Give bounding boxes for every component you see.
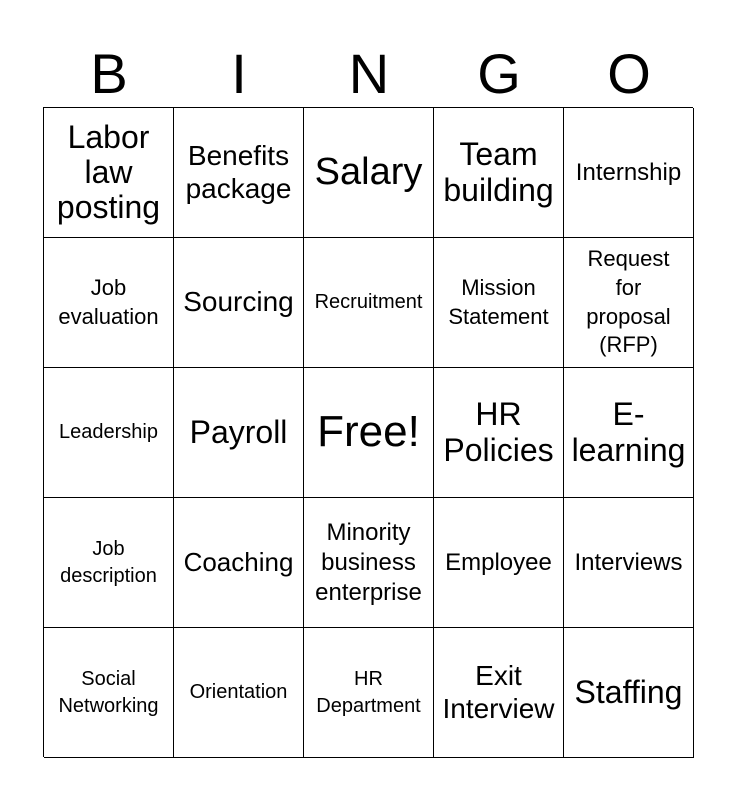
cell-label: Coaching	[183, 546, 294, 577]
header-letter-o: O	[607, 42, 651, 105]
cell-label: Job evaluation	[58, 274, 159, 329]
cell-label: Salary	[314, 150, 423, 193]
cell-label: Orientation	[189, 681, 288, 703]
bingo-cell[interactable]	[174, 238, 304, 368]
cell-label: HR Department	[316, 667, 421, 717]
bingo-cell[interactable]	[434, 238, 564, 368]
cell-label: Payroll	[189, 413, 288, 450]
bingo-cell[interactable]	[564, 108, 694, 238]
cell-label: Employee	[445, 548, 552, 576]
cell-label: Request for proposal (RFP)	[586, 246, 671, 358]
cell-label: Job description	[60, 537, 157, 587]
bingo-cell[interactable]	[44, 498, 174, 628]
bingo-cell[interactable]	[44, 108, 174, 238]
cell-label: Staffing	[574, 673, 683, 710]
bingo-cell[interactable]	[174, 628, 304, 758]
bingo-cell[interactable]	[304, 498, 434, 628]
bingo-cell[interactable]	[174, 108, 304, 238]
bingo-cell[interactable]	[174, 498, 304, 628]
header-letter-g: G	[477, 42, 521, 105]
bingo-cell[interactable]	[434, 108, 564, 238]
cell-label: Exit Interview	[442, 660, 555, 724]
cell-label: Mission Statement	[448, 274, 549, 329]
cell-label: Social Networking	[58, 667, 159, 717]
bingo-cell[interactable]	[44, 368, 174, 498]
cell-label: E- learning	[571, 396, 686, 468]
bingo-cell[interactable]	[434, 498, 564, 628]
bingo-cell[interactable]	[44, 238, 174, 368]
cell-label: Recruitment	[314, 291, 423, 313]
header-letter-b: B	[90, 42, 128, 105]
cell-label: Sourcing	[183, 286, 294, 318]
cell-label: Leadership	[59, 421, 158, 443]
bingo-cell[interactable]	[174, 368, 304, 498]
bingo-cell[interactable]	[434, 368, 564, 498]
bingo-cell[interactable]	[564, 628, 694, 758]
cell-label: Team building	[443, 136, 554, 208]
bingo-cell[interactable]	[564, 368, 694, 498]
bingo-cell[interactable]	[564, 238, 694, 368]
cell-label: Interviews	[574, 548, 683, 576]
bingo-grid	[43, 107, 693, 757]
cell-label: Minority business enterprise	[315, 518, 422, 606]
bingo-cell[interactable]	[304, 108, 434, 238]
bingo-cell free-space[interactable]	[304, 368, 434, 498]
cell-label: Labor law posting	[56, 118, 161, 226]
cell-label: Internship	[575, 158, 682, 186]
bingo-cell[interactable]	[44, 628, 174, 758]
bingo-cell[interactable]	[434, 628, 564, 758]
header-letter-i: I	[231, 42, 247, 105]
cell-label: Benefits package	[185, 140, 292, 204]
header-letter-n: N	[348, 42, 390, 105]
free-space-label: Free!	[317, 407, 420, 457]
cell-label: HR Policies	[443, 396, 554, 468]
bingo-header	[44, 42, 694, 106]
bingo-cell[interactable]	[304, 628, 434, 758]
bingo-cell[interactable]	[564, 498, 694, 628]
bingo-cell[interactable]	[304, 238, 434, 368]
